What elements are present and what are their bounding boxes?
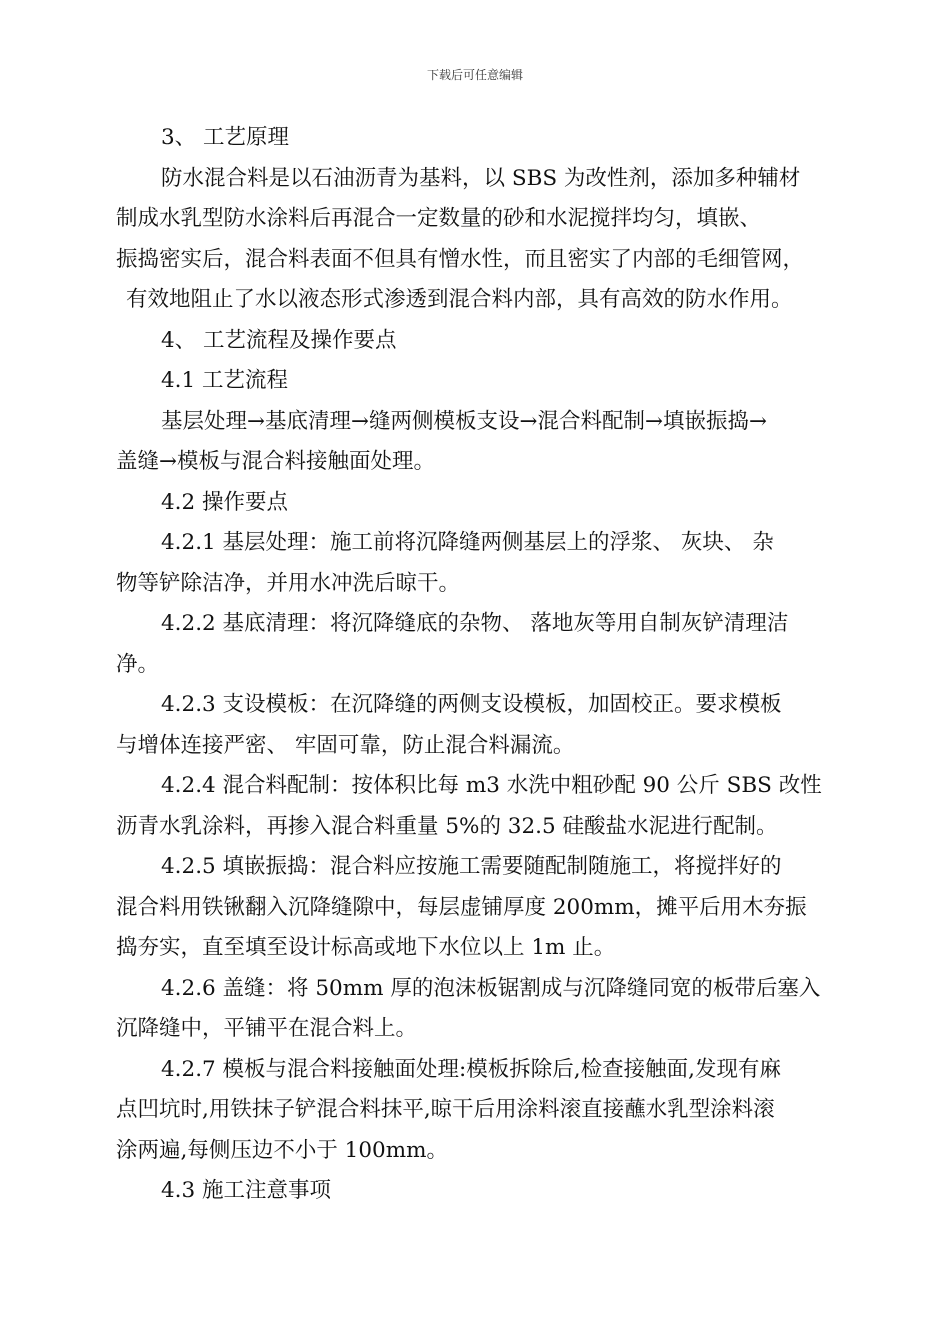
subsection-heading: 4.3 施工注意事项 [161,1178,332,1203]
paragraph-line: 4.2.5 填嵌振捣：混合料应按施工需要随配制随施工，将搅拌好的 [161,854,782,879]
paragraph-line: 有效地阻止了水以液态形式渗透到混合料内部，具有高效的防水作用。 [126,287,793,312]
paragraph-line: 4.2.3 支设模板：在沉降缝的两侧支设模板，加固校正。要求模板 [161,692,782,717]
paragraph-line: 物等铲除洁净，并用水冲洗后晾干。 [116,570,461,596]
paragraph-line: 点凹坑时,用铁抹子铲混合料抹平,晾干后用涂料滚直接蘸水乳型涂料滚 [116,1097,775,1122]
paragraph-line: 盖缝→模板与混合料接触面处理。 [116,449,436,474]
page-header: 下载后可任意编辑 [426,68,523,82]
paragraph-line: 沉降缝中，平铺平在混合料上。 [116,1016,418,1041]
paragraph-line: 净。 [116,651,160,677]
paragraph-line: 振捣密实后，混合料表面不但具有憎水性，而且密实了内部的毛细管网， [116,246,805,272]
paragraph-line: 制成水乳型防水涂料后再混合一定数量的砂和水泥搅拌均匀，填嵌、 [116,206,762,231]
paragraph-line: 防水混合料是以石油沥青为基料，以 SBS 为改性剂，添加多种辅材 [161,165,801,191]
paragraph-line: 沥青水乳涂料，再掺入混合料重量 5%的 32.5 硅酸盐水泥进行配制。 [116,813,778,839]
paragraph-line: 4.2.1 基层处理：施工前将沉降缝两侧基层上的浮浆、 灰块、 杂 [161,530,774,555]
paragraph-line: 4.2.4 混合料配制：按体积比每 m3 水洗中粗砂配 90 公斤 SBS 改性 [161,773,822,798]
paragraph-line: 涂两遍,每侧压边不小于 100mm。 [116,1137,448,1163]
paragraph-line: 4.2.7 模板与混合料接触面处理:模板拆除后,检查接触面,发现有麻 [161,1056,781,1082]
section-heading: 4、 工艺流程及操作要点 [161,327,397,353]
paragraph-line: 4.2.2 基底清理：将沉降缝底的杂物、 落地灰等用自制灰铲清理洁 [161,611,789,636]
subsection-heading: 4.1 工艺流程 [161,368,289,393]
paragraph-line: 与增体连接严密、 牢固可靠，防止混合料漏流。 [116,732,575,758]
paragraph-line: 基层处理→基底清理→缝两侧模板支设→混合料配制→填嵌振捣→ [161,408,768,434]
document-body [116,118,846,1212]
subsection-heading: 4.2 操作要点 [161,489,289,515]
paragraph-line: 混合料用铁锹翻入沉降缝隙中，每层虚铺厚度 200mm，摊平后用木夯振 [116,894,807,920]
section-heading: 3、 工艺原理 [161,125,290,150]
paragraph-line: 4.2.6 盖缝：将 50mm 厚的泡沫板锯割成与沉降缝同宽的板带后塞入 [161,975,821,1001]
paragraph-line: 捣夯实，直至填至设计标高或地下水位以上 1m 止。 [116,935,616,960]
